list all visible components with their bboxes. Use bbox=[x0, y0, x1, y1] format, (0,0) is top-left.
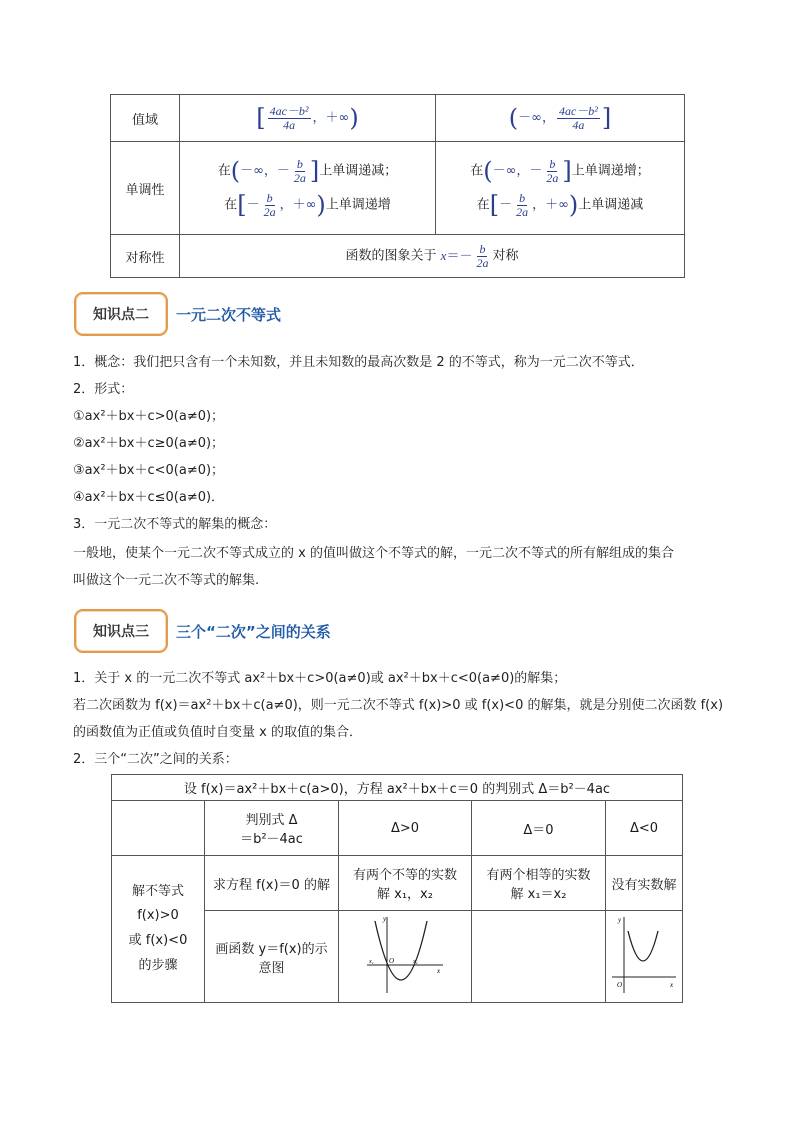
col-delta-zero: Δ＝0 bbox=[472, 801, 606, 856]
range-a-negative: (－∞， $\frac{\text{4ac－b²}}{4a}$ ] bbox=[436, 95, 685, 142]
y-axis-label: y bbox=[383, 914, 387, 923]
properties-table bbox=[110, 94, 685, 278]
graph-delta-negative bbox=[606, 911, 683, 1003]
paragraph-line: ③ax²＋bx＋c<0(a≠0)； bbox=[73, 463, 225, 478]
col-delta-negative: Δ<0 bbox=[606, 801, 683, 856]
range-label: 值域 bbox=[111, 95, 180, 142]
paragraph-line: 1．概念：我们把只含有一个未知数，并且未知数的最高次数是 2 的不等式，称为一元二次不等式． bbox=[73, 355, 644, 370]
y-axis-label: y bbox=[618, 915, 622, 924]
paragraph-line: ④ax²＋bx＋c≤0(a≠0)． bbox=[73, 490, 225, 505]
parabola-two-roots-graph bbox=[365, 913, 445, 997]
root-x1-label: x₁ bbox=[369, 958, 374, 965]
roots-two-equal: 有两个相等的实数 解 x₁＝x₂ bbox=[472, 856, 606, 911]
paragraph-line: 若二次函数为 f(x)＝ax²＋bx＋c(a≠0)，则一元二次不等式 f(x)>0 或 f(x)<0 的解集，就是分别使二次函数 f(x) bbox=[73, 698, 724, 713]
paragraph-line: 2．形式： bbox=[73, 382, 134, 397]
origin-label: O bbox=[389, 956, 395, 965]
table-header: 设 f(x)＝ax²＋bx＋c(a>0)，方程 ax²＋bx＋c＝0 的判别式 Δ＝b²－4ac bbox=[112, 775, 683, 801]
paragraph-line: 2．三个“二次”之间的关系： bbox=[73, 752, 238, 767]
root-x2-label: x₂ bbox=[413, 958, 418, 965]
paragraph-line: 3．一元二次不等式的解集的概念： bbox=[73, 517, 277, 532]
origin-label: O bbox=[617, 980, 623, 989]
monotonic-label: 单调性 bbox=[111, 142, 180, 235]
draw-graph-label: 画函数 y＝f(x)的示 意图 bbox=[205, 911, 339, 1003]
roots-none: 没有实数解 bbox=[606, 856, 683, 911]
solve-equation-label: 求方程 f(x)＝0 的解 bbox=[205, 856, 339, 911]
section-title-3: 三个“二次”之间的关系 bbox=[176, 623, 331, 641]
paragraph-line: ②ax²＋bx＋c≥0(a≠0)； bbox=[73, 436, 225, 451]
monotonic-a-positive: 在(－∞，－ $\frac{b}{2a}$ ]上单调递减； 在[－ $\frac{b}{2a}$ ，＋∞)上单调递增 bbox=[180, 142, 436, 235]
paragraph-line: 一般地，使某个一元二次不等式成立的 x 的值叫做这个不等式的解，一元二次不等式的所有解组成的集合 bbox=[73, 546, 674, 561]
roots-two-distinct: 有两个不等的实数 解 x₁，x₂ bbox=[339, 856, 472, 911]
x-axis-label: x bbox=[437, 966, 441, 975]
graph-delta-zero bbox=[472, 911, 606, 1003]
section-badge-2: 知识点二 bbox=[74, 292, 168, 336]
x-axis-label: x bbox=[670, 980, 674, 989]
symmetry-label: 对称性 bbox=[111, 235, 180, 278]
discriminant-header: 判别式 Δ ＝b²－4ac bbox=[205, 801, 339, 856]
blank-cell bbox=[112, 801, 205, 856]
graph-delta-positive bbox=[339, 911, 472, 1003]
section-title-2: 一元二次不等式 bbox=[176, 306, 282, 324]
paragraph-line: ①ax²＋bx＋c>0(a≠0)； bbox=[73, 409, 225, 424]
steps-label: 解不等式 f(x)>0 或 f(x)<0 的步骤 bbox=[112, 856, 205, 1003]
monotonic-a-negative: 在(－∞，－ $\frac{b}{2a}$ ]上单调递增； 在[－ $\frac{b}{2a}$ ，＋∞)上单调递减 bbox=[436, 142, 685, 235]
paragraph-line: 1．关于 x 的一元二次不等式 ax²＋bx＋c>0(a≠0)或 ax²＋bx＋c<0(a≠0)的解集； bbox=[73, 671, 567, 686]
symmetry-value: 函数的图象关于 x＝－ $\frac{b}{2a}$ 对称 bbox=[180, 235, 685, 278]
parabola-no-roots-graph bbox=[608, 913, 680, 997]
section-badge-3: 知识点三 bbox=[74, 609, 168, 653]
paragraph-line: 叫做这个一元二次不等式的解集. bbox=[73, 573, 260, 588]
range-a-positive: [ $\frac{\text{4ac－b²}}{4a}$ ，＋∞) bbox=[180, 95, 436, 142]
paragraph-line: 的函数值为正值或负值时自变量 x 的取值的集合． bbox=[73, 725, 362, 740]
col-delta-positive: Δ>0 bbox=[339, 801, 472, 856]
three-quadratics-table bbox=[111, 774, 683, 1003]
